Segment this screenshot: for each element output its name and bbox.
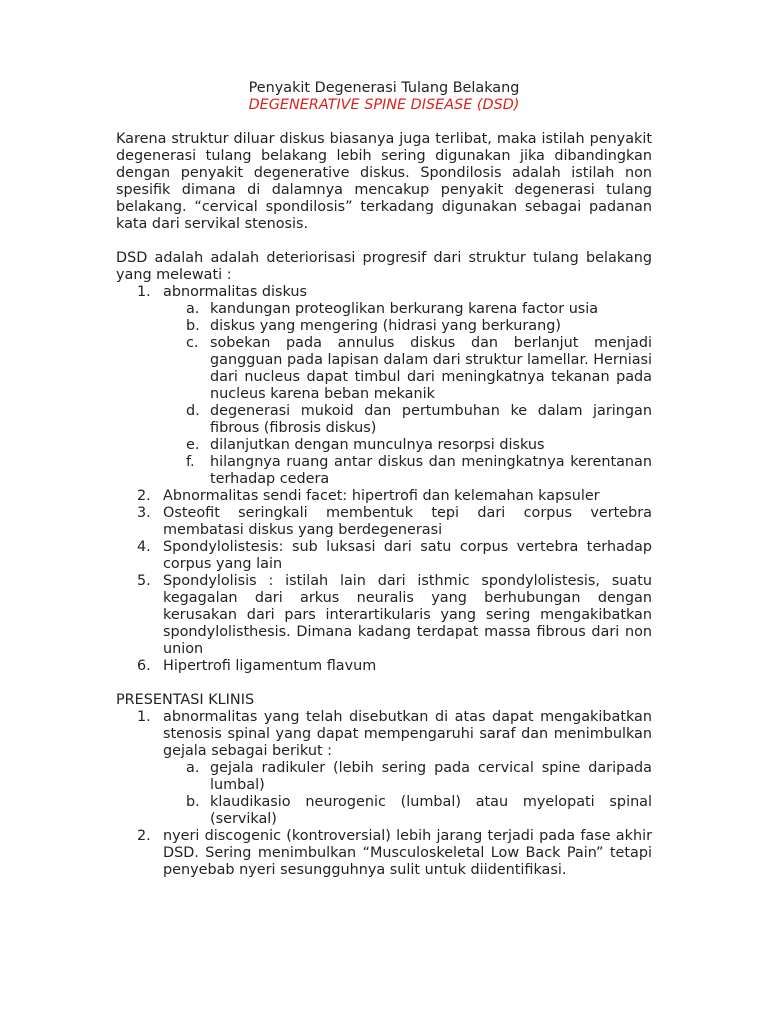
list-item — [116, 709, 652, 828]
list-item-text: Hipertrofi ligamentum flavum — [163, 658, 377, 674]
section-heading: PRESENTASI KLINIS — [116, 692, 255, 708]
list-item — [163, 318, 652, 335]
list-marker: a. — [186, 301, 200, 317]
list-marker: b. — [186, 318, 200, 334]
list-marker: 5. — [137, 573, 151, 589]
list-item-text: abnormalitas diskus — [163, 284, 308, 300]
list-item — [116, 539, 652, 573]
list-item-text: hilangnya ruang antar diskus dan meningkatnya kerentanan terhadap cedera — [210, 454, 652, 487]
list-marker: 1. — [137, 284, 151, 300]
list-marker: d. — [186, 403, 200, 419]
list-item-text: Abnormalitas sendi facet: hipertrofi dan kelemahan kapsuler — [163, 488, 600, 504]
list-item-text: Spondylolistesis: sub luksasi dari satu corpus vertebra terhadap corpus yang lain — [163, 539, 652, 572]
list-marker: 4. — [137, 539, 151, 555]
list-item-text: dilanjutkan dengan munculnya resorpsi diskus — [210, 437, 545, 453]
list-marker: 1. — [137, 709, 151, 725]
list-item-text: degenerasi mukoid dan pertumbuhan ke dalam jaringan fibrous (fibrosis diskus) — [210, 403, 652, 436]
list-item-text: Spondylolisis : istilah lain dari isthmic spondylolistesis, suatu kegagalan dari arkus neuralis yang berhubungan dengan kerusakan dari pars interartikularis yang sering mengakibatkan spondylolisthesis. Dimana kadang terdapat massa fibrous dari non union — [163, 573, 652, 657]
list-item — [163, 335, 652, 403]
intro-paragraph: Karena struktur diluar diskus biasanya juga terlibat, maka istilah penyakit degenerasi tulang belakang lebih sering digunakan jika dibandingkan dengan penyakit degenerative diskus. Spondilosis adalah istilah non spesifik dimana di dalamnya mencakup penyakit degenerasi tulang belakang. “cervical spondilosis” terkadang digunakan sebagai padanan kata dari servikal stenosis. — [116, 131, 652, 232]
list-item — [163, 760, 652, 794]
list-item-text: gejala radikuler (lebih sering pada cervical spine daripada lumbal) — [210, 760, 652, 793]
list-item-text: diskus yang mengering (hidrasi yang berkurang) — [210, 318, 561, 334]
list-marker: 2. — [137, 828, 151, 844]
list-item — [163, 437, 652, 454]
list-item — [163, 794, 652, 828]
list-marker: a. — [186, 760, 200, 776]
dsd-definition-paragraph: DSD adalah adalah deteriorisasi progresif dari struktur tulang belakang yang melewati : — [116, 250, 652, 283]
list-item — [116, 505, 652, 539]
list-item-text: abnormalitas yang telah disebutkan di atas dapat mengakibatkan stenosis spinal yang dapat mempengaruhi saraf dan menimbulkan gejala sebagai berikut : — [163, 709, 652, 759]
list-item-text: Osteofit seringkali membentuk tepi dari corpus vertebra membatasi diskus yang berdegenerasi — [163, 505, 652, 538]
list-item — [116, 284, 652, 488]
list-item — [116, 573, 652, 658]
list-item — [116, 658, 652, 675]
list-item — [116, 488, 652, 505]
list-item-text: nyeri discogenic (kontroversial) lebih jarang terjadi pada fase akhir DSD. Sering menimbulkan “Musculoskeletal Low Back Pain” tetapi penyebab nyeri sesungguhnya sulit untuk diidentifikasi. — [163, 828, 652, 878]
klinis-list — [116, 709, 652, 879]
document-title: Penyakit Degenerasi Tulang Belakang — [248, 80, 520, 96]
list-marker: c. — [186, 335, 199, 351]
list-marker: e. — [186, 437, 200, 453]
list-item-text: sobekan pada annulus diskus dan berlanjut menjadi gangguan pada lapisan dalam dari struktur lamellar. Herniasi dari nucleus dapat timbul dari meningkatnya tekanan pada nucleus karena beban mekanik — [210, 335, 653, 402]
list-marker: b. — [186, 794, 200, 810]
list-marker: 3. — [137, 505, 151, 521]
list-marker: 6. — [137, 658, 151, 674]
list-marker: 2. — [137, 488, 151, 504]
list-item-text: kandungan proteoglikan berkurang karena factor usia — [210, 301, 599, 317]
list-item — [163, 454, 652, 488]
dsd-list — [116, 284, 652, 675]
diskus-sublist — [163, 301, 652, 488]
list-item — [163, 403, 652, 437]
list-marker: f. — [186, 454, 195, 470]
document-subtitle: DEGENERATIVE SPINE DISEASE (DSD) — [248, 97, 520, 113]
list-item-text: klaudikasio neurogenic (lumbal) atau myelopati spinal (servikal) — [210, 794, 652, 827]
gejala-sublist — [163, 760, 652, 828]
list-item — [163, 301, 652, 318]
list-item — [116, 828, 652, 879]
